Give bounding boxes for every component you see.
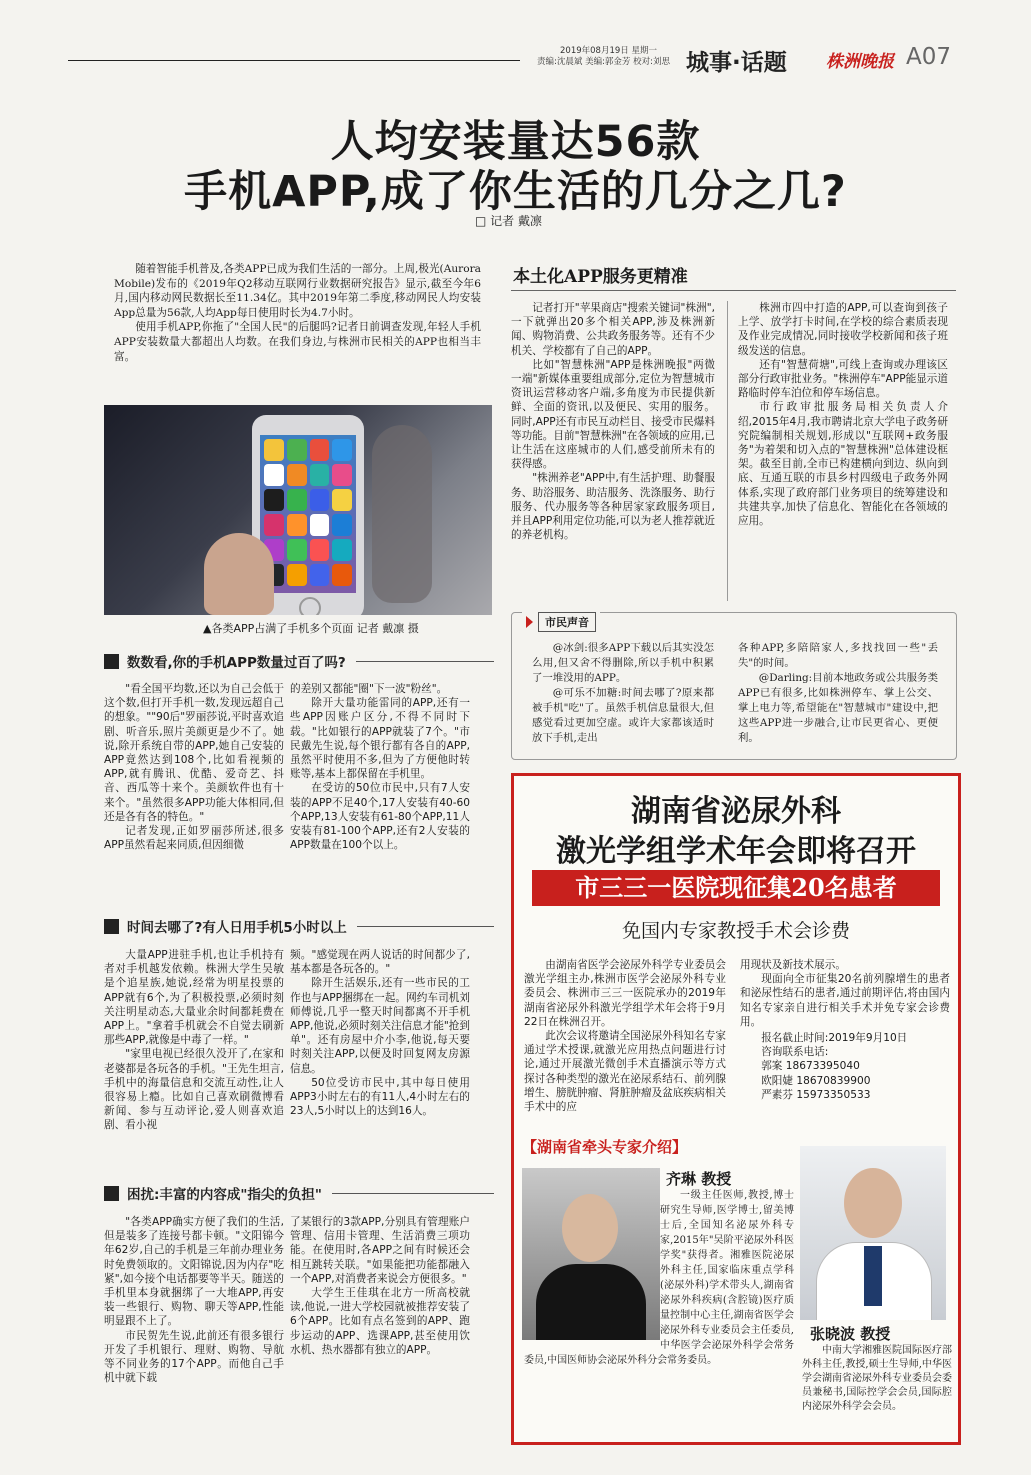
ad-title2: 激光学组学术年会即将召开 [556,834,916,869]
body-paragraph: 除开生活娱乐,还有一些市民的工作也与APP捆绑在一起。网约车司机刘师傅说,几乎一整天时间都离不开手机APP,他说,必须时刻关注信息才能"抢到单"。还有房屋中介小李,他说,每天要时刻关注APP,以便及时回复网友房源信息。 [290,977,470,1075]
body-paragraph: 在受访的50位市民中,只有7人安装的APP不足40个,17人安装有40-60个APP,13人安装有61-80个APP,11人安装有81-100个APP,还有2人安装的APP数量在100个以上。 [290,782,470,852]
lead-paragraph: 使用手机APP,你拖了"全国人民"的后腿吗?记者日前调查发现,年轻人手机APP安装数量大都超出人均数。在我们身边,与株洲市民相关的APP也相当丰富。 [114,321,481,363]
headline-line1: 人均安装量达56款 [330,117,701,167]
section-rule [332,1193,494,1194]
section2-title: 时间去哪了?有人日用手机5小时以上 [127,920,347,936]
right-article-rule [511,290,956,291]
body-paragraph: 还有"智慧荷塘",可线上查询或办理该区部分行政审批业务。"株洲停车"APP能显示道路临时停车泊位和停车场信息。 [738,358,948,400]
ad-col1 [524,958,726,1114]
section2-col1 [104,948,284,1133]
ad-contact-label: 咨询联系电话: [761,1046,829,1059]
section-square-icon [104,919,119,934]
section1-col1 [104,682,284,852]
body-paragraph: 50位受访市民中,其中每日使用APP3小时左右的有11人,4小时左右的23人,5小时以上的达到16人。 [290,1076,470,1118]
phone-screen [260,435,356,593]
ad-contact: 欧阳婕 18670839900 [761,1074,871,1087]
hand-shape [204,533,274,615]
speaker-icon [526,616,533,628]
section-square-icon [104,654,119,669]
text-wrap-spacer [524,1188,660,1348]
page-number: A07 [906,44,952,70]
citizen-col1 [532,641,714,746]
ad-paragraph: 用现状及新技术展示。 [740,959,846,971]
ad-paragraph: 此次会议将邀请全国泌尿外科知名专家通过学术授课,就激光应用热点问题进行讨论,通过开展激光微创手术直播演示等方式探讨各种类型的激光在泌尿系结石、前列腺增生、膀胱肿瘤、肾脏肿瘤及盆底疾病相关手术中的应 [524,1030,726,1114]
citizen-comment: 各种APP,多陪陪家人,多找找回一些"丢失"的时间。 [738,642,938,669]
ad-col2 [740,958,950,1102]
body-paragraph: 株洲市四中打造的APP,可以查询到孩子上学、放学打卡时间,在学校的综合素质表现及作业完成情况,同时接收学校新闻和孩子班级发送的信息。 [738,302,948,357]
ad-paragraph: 现面向全市征集20名前列腺增生的患者和泌尿性结石的患者,通过前期评估,将由国内知名专家亲自进行相关手术并免专家会诊费用。 [740,973,950,1028]
body-paragraph: "株洲养老"APP中,有生活护理、助餐服务、助浴服务、助洁服务、洗涤服务、助行服务、代办服务等各种居家家政服务项目,并且APP利用定位功能,可以为老人推荐就近的养老机构。 [511,472,715,542]
expert2-photo [800,1146,946,1320]
ad-paragraph: 由湖南省医学会泌尿外科学专业委员会激光学组主办,株洲市医学会泌尿外科专业委员会、株洲市三三一医院承办的2019年湖南省泌尿外科激光学组学术年会将于9月22日在株洲召开。 [524,959,726,1028]
column-divider [727,301,728,601]
photo-caption: ▲各类APP占满了手机多个页面 记者 戴凛 摄 [203,622,419,635]
right-article-col2 [738,301,948,528]
portrait-face [844,1168,902,1238]
right-article-title: 本土化APP服务更精准 [513,267,688,287]
lead-paragraph: 随着智能手机普及,各类APP已成为我们生活的一部分。上周,极光(Aurora Mobile)发布的《2019年Q2移动互联网行业数据研究报告》显示,截至今年6月,国内移动网民数据长至11.34亿。其中2019年第二季度,移动网民人均安装App总量为56款,人均App每日使用时长为4.7小时。 [114,263,481,319]
body-paragraph: 比如"智慧株洲"APP是株洲晚报"两微一端"新媒体重要组成部分,定位为智慧城市资讯运营移动客户端,多角度为市民提供新鲜、全面的资讯,以及便民、实用的服务。同时,APP还有市民互动栏目、接受市民爆料等功能。目前"智慧株洲"在各领域的应用,已让生活在这座城市的人们,感受前所未有的获得感。 [511,358,715,471]
citizen-comment: @Darling:目前本地政务或公共服务类APP已有很多,比如株洲停车、掌上公交、掌上电力等,希望能在"智慧城市"建设中,把这些APP进一步融合,让市民更省心、更便利。 [738,672,938,744]
citizen-voices-label: 市民声音 [538,612,596,632]
ad-title1: 湖南省泌尿外科 [631,794,841,829]
section1-col2 [290,682,470,852]
section3-header [104,1182,494,1204]
hospital-ad [511,773,961,1445]
ad-experts-label: 【湖南省牵头专家介绍】 [522,1138,688,1156]
masthead-editors: 责编:沈晨斌 美编:郭金芳 校对:刘思 [537,57,670,67]
body-paragraph: 记者发现,正如罗丽莎所述,很多APP虽然看起来同质,但因细微 [104,825,284,852]
citizen-col2 [738,641,938,746]
home-button-icon [299,597,321,615]
section3-col2 [290,1215,470,1357]
section-square-icon [104,1186,119,1201]
paper-logo: 株洲晚报 [826,52,894,72]
body-paragraph: 大学生王佳琪在北方一所高校就读,他说,一进大学校园就被推荐安装了6个APP。比如有点名签到的APP、跑步运动的APP、选课APP,甚至使用饮水机、热水器都有独立的APP。 [290,1287,470,1356]
section1-title: 数数看,你的手机APP数量过百了吗? [127,655,346,671]
body-paragraph: "各类APP确实方便了我们的生活,但是装多了连接号都卡顿。"文阳锦今年62岁,自己的手机是三年前办理业务时免费领取的。文阳锦说,因为内存"吃紧",如今接个电话都要等半天。随送的手机里本身就捆绑了一大堆APP,再安装一些银行、购物、聊天等APP,性能明显跟不上了。 [104,1216,284,1328]
person-silhouette [372,425,432,603]
lead-paragraphs [114,262,481,364]
section3-col1 [104,1215,284,1385]
section3-title: 困扰:丰富的内容成"指尖的负担" [127,1187,322,1203]
citizen-comment: @可乐不加糖:时间去哪了?原来都被手机"吃"了。虽然手机信息量很大,但感觉看过更加空虚。或许大家都该适时放下手机,走出 [532,687,714,744]
portrait-tie [864,1246,882,1306]
body-paragraph: 了某银行的3款APP,分别具有管理账户管理、信用卡管理、生活消费三项功能。在使用时,各APP之间有时候还会相互跳转关联。"如果能把功能都融入一个APP,对消费者来说会方便很多。" [290,1216,470,1285]
section1-header [104,650,494,672]
body-paragraph: 记者打开"苹果商店"搜索关键词"株洲",一下就弹出20多个相关APP,涉及株洲新闻、购物消费、公共政务服务等。还有不少机关、学校都有了自己的APP。 [511,302,715,357]
ad-deadline: 报名截止时间:2019年9月10日 [761,1032,908,1045]
body-paragraph: 的差别又都能"圈"下一波"粉丝"。 [290,683,448,695]
body-paragraph: 大量APP进驻手机,也让手机持有者对手机越发依赖。株洲大学生吴敏是个追星族,她说,经常为明星投票的APP就有6个,为了积极投票,必须时刻关注明星动态,大量业余时间都耗费在APP上。"拿着手机就会不自觉去刷新那些APP,就像是中毒了一样。" [104,949,284,1047]
expert2-name: 张晓波 教授 [810,1325,891,1343]
body-paragraph: 频。"感觉现在两人说话的时间都少了,基本都是各玩各的。" [290,949,470,976]
headline-line2: 手机APP,成了你生活的几分之几? [184,167,847,217]
citizen-comment: @冰剑:很多APP下载以后其实没怎么用,但又舍不得删除,所以手机中积累了一堆没用的APP。 [532,642,714,684]
section-rule [356,661,494,662]
expert1-bio-wrap [524,1188,794,1433]
masthead-rule [68,60,520,61]
body-paragraph: "家里电视已经很久没开了,在家和老婆都是各玩各的手机。"王先生坦言,手机中的海量信息和交流互动性,让人很容易上瘾。比如自己喜欢刷微博看新闻、参与互动评论,爱人则喜欢追剧、看小视 [104,1048,284,1132]
expert1-bio: 一级主任医师,教授,博士研究生导师,医学博士,留美博士后,全国知名泌尿外科专家,2015年"吴阶平泌尿外科医学奖"获得者。湘雅医院泌尿外科主任,国家临床重点学科(泌尿外科)学术带头人,湖南省泌尿外科疾病(含腔镜)医疗质量控制中心主任,湖南省医学会泌尿外科专业委员会主任委员,中华医学会泌尿外科学会常务委员,中国医师协会泌尿外科分会常务委员。 [524,1190,794,1366]
citizen-voices-header [522,612,600,632]
byline: □ 记者 戴凛 [475,214,542,228]
body-paragraph: 除开大量功能雷同的APP,还有一些APP因账户区分,不得不同时下载。"比如银行的APP就装了7个。"市民戴先生说,每个银行都有各自的APP,虽然平时使用不多,但为了方便他时转账等,基本上都保留在手机里。 [290,697,470,781]
section2-header [104,915,494,937]
ad-subtitle: 免国内专家教授手术会诊费 [621,920,850,942]
right-article-col1 [511,301,715,542]
body-paragraph: 市行政审批服务局相关负责人介绍,2015年4月,我市聘请北京大学电子政务研究院编制相关规划,形成以"互联网+政务服务"为着架和切入点的"智慧株洲"总体建设框架。截至目前,全市已构建横向到边、纵向到底、互通互联的市县乡村四级电子政务外网体系,实现了政府部门业务项目的统筹建设和共建共享,加快了信息化、智能化在各领域的应用。 [738,401,948,528]
expert1-name: 齐琳 教授 [666,1170,732,1188]
ad-contact: 郭案 18673395040 [761,1060,860,1073]
smartphone-photo [104,405,492,615]
section-rule [357,926,494,927]
section2-col2 [290,948,470,1118]
section-name: 城事·话题 [686,50,787,76]
citizen-voices-box [511,612,957,760]
masthead-date: 2019年08月19日 星期一 [560,46,657,56]
ad-red-banner: 市三三一医院现征集20名患者 [532,870,940,906]
ad-contact: 严素芬 15973350533 [761,1088,871,1101]
body-paragraph: 市民贺先生说,此前还有很多银行开发了手机银行、理财、购物、导航等不同业务的17个APP。而他自己手机中就下载 [104,1329,284,1385]
expert2-bio: 中南大学湘雅医院国际医疗部外科主任,教授,硕士生导师,中华医学会湖南省泌尿外科专业委员会委员兼秘书,国际控学会会员,国际腔内泌尿外科学会会员。 [802,1345,952,1412]
body-paragraph: "看全国平均数,还以为自己会低于这个数,但打开手机一数,发现远超自己的想象。""90后"罗丽莎说,平时喜欢追剧、听音乐,照片美颜更是少不了。她说,除开系统自带的APP,她自己安装的APP竟然达到108个,比如看视频的APP,就有腾讯、优酷、爱奇艺、抖音、西瓜等十来个。美颜软件也有十来个。"虽然很多APP功能大体相同,但还是各有各的特色。" [104,683,284,823]
expert2-bio-wrap [802,1344,952,1414]
